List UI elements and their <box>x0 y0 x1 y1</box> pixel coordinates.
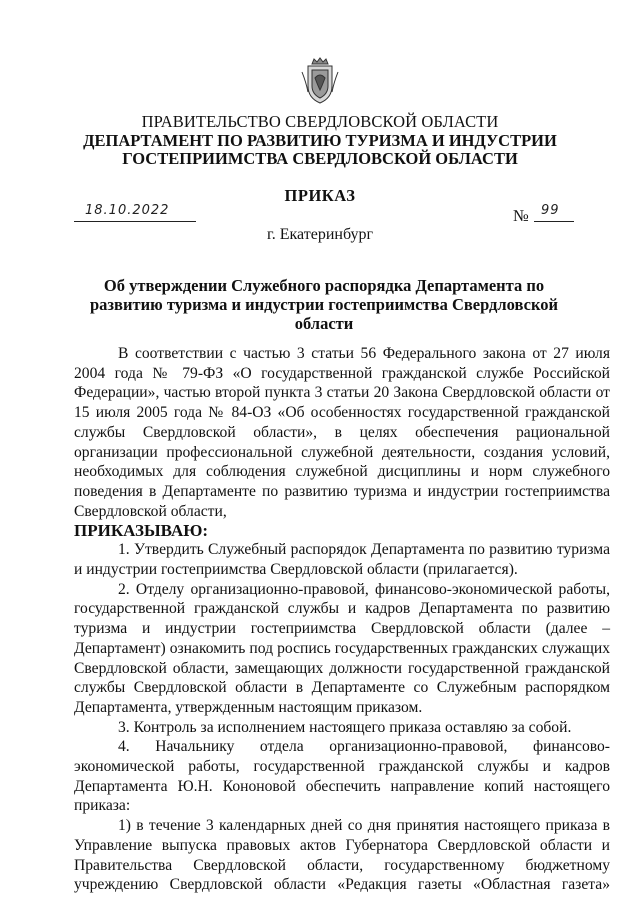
orders-heading: ПРИКАЗЫВАЮ: <box>74 521 209 541</box>
department-name-line-2: ГОСТЕПРИИМСТВА СВЕРДЛОВСКОЙ ОБЛАСТИ <box>122 149 518 168</box>
preamble-paragraph: В соответствии с частью 3 статьи 56 Федерального закона от 27 июля 2004 года № 79-ФЗ «О государственной гражданской службе Российской Федерации», частью второй пункта 3 статьи 20 Закона Свердловской области от 15 июля 2005 года № 84-ОЗ «Об особенностях государственной гражданской службы Свердловской области», в целях обеспечения рациональной организации профессиональной служебной деятельности, создания условий, необходимых для соблюдения служебной дисциплины и норм служебного поведения в Департаменте по развитию туризма и индустрии гостеприимства Свердловской области, <box>74 345 610 520</box>
department-name-line-1: ДЕПАРТАМЕНТ ПО РАЗВИТИЮ ТУРИЗМА И ИНДУСТРИИ <box>83 131 557 150</box>
order-item-1: 1. Утвердить Служебный распорядок Департамента по развитию туризма и индустрии гостеприимства Свердловской области (прилагается). <box>74 541 610 579</box>
number-underline <box>534 221 574 222</box>
coat-of-arms-emblem <box>298 56 342 106</box>
government-name: ПРАВИТЕЛЬСТВО СВЕРДЛОВСКОЙ ОБЛАСТИ <box>141 112 499 131</box>
order-title: ПРИКАЗ <box>284 186 356 205</box>
date-underline <box>74 221 196 222</box>
order-item-2: 2. Отделу организационно-правовой, финансово-экономической работы, государственной гражданской службы и кадров Департамента по развитию туризма и индустрии гостеприимства Свердловской области (далее – Департамент) ознакомить под роспись государственных гражданских служащих Свердловской области, замещающих должности государственной гражданской службы Свердловской области в Департаменте со Служебным распорядком Департамента, утвержденным настоящим приказом. <box>74 580 610 716</box>
order-number: 99 <box>541 203 560 218</box>
order-body <box>74 344 610 895</box>
order-city: г. Екатеринбург <box>266 226 374 243</box>
order-item-4: 4. Начальнику отдела организационно-правовой, финансово-экономической работы, государственной гражданской службы и кадров Департамента Ю.Н. Кононовой обеспечить направление копий настоящего приказа: <box>74 738 610 815</box>
order-date: 18.10.2022 <box>85 203 170 218</box>
order-item-3: 3. Контроль за исполнением настоящего приказа оставляю за собой. <box>118 718 572 736</box>
order-number-label: № <box>513 206 529 225</box>
order-item-4-subitem-1: 1) в течение 3 календарных дней со дня принятия настоящего приказа в Управление выпуска правовых актов Губернатора Свердловской области и Правительства Свердловской области, государственному бюджетному учреждению Свердловской области «Редакция газеты «Областная газета» <box>74 817 610 894</box>
order-subject: Об утверждении Служебного распорядка Департамента по развитию туризма и индустрии гостеприимства Свердловской области <box>90 276 558 333</box>
